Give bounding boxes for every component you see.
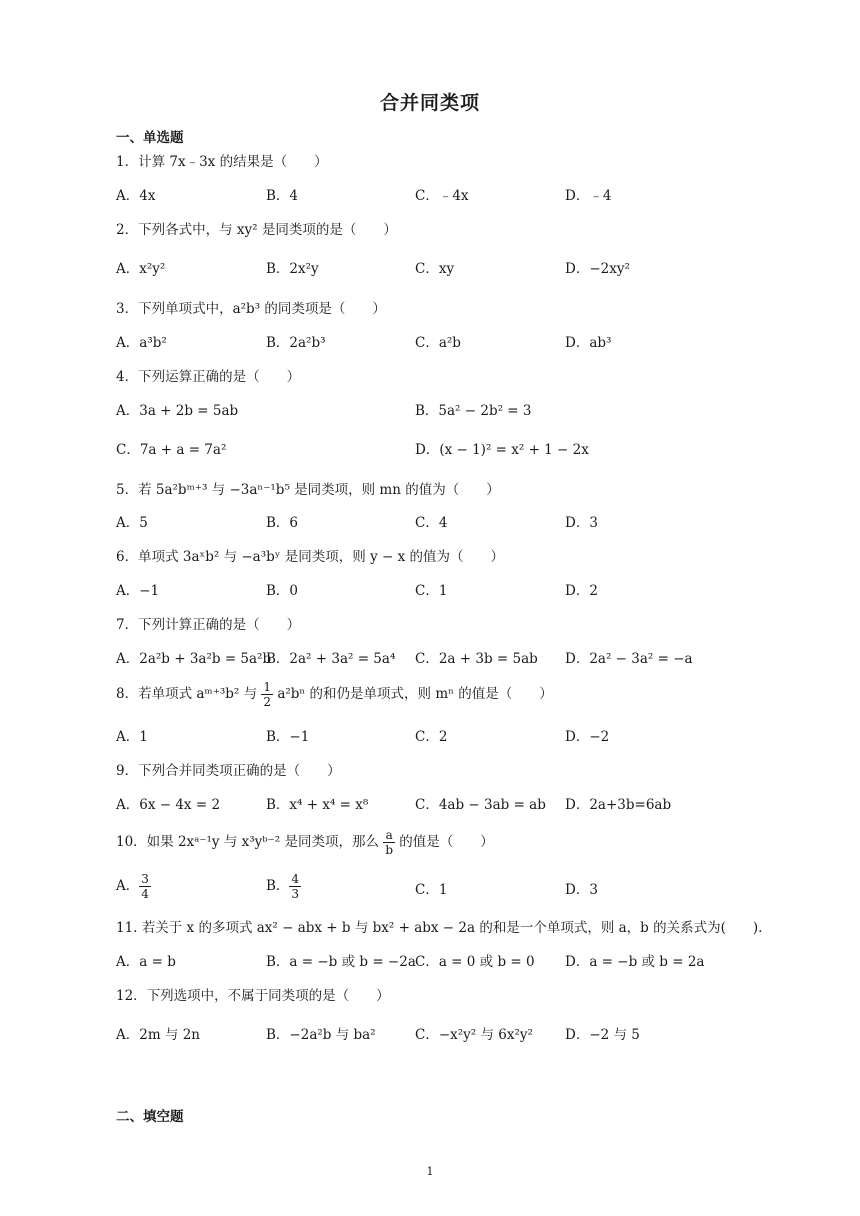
question-11-option-c[interactable]: C．a = 0 或 b = 0 <box>415 954 535 970</box>
question-2-option-d[interactable]: D．−2xy² <box>565 261 630 277</box>
question-5-option-b[interactable]: B．6 <box>266 515 299 531</box>
question-7-option-a[interactable]: A．2a²b + 3a²b = 5a²b <box>116 651 272 667</box>
question-7-option-c[interactable]: C．2a + 3b = 5ab <box>415 651 538 667</box>
question-10-option-a-numerator: 3 <box>141 872 149 886</box>
question-2-option-c[interactable]: C．xy <box>415 261 455 277</box>
section-heading-fill-in: 二、填空题 <box>116 1109 184 1125</box>
question-6-option-a[interactable]: A．−1 <box>116 583 160 599</box>
question-12-option-c[interactable]: C．−x²y² 与 6x²y² <box>415 1027 533 1043</box>
question-8-options <box>0 727 860 753</box>
question-10-option-b-fraction <box>289 872 301 901</box>
question-5-option-d[interactable]: D．3 <box>565 515 598 531</box>
question-8-option-b[interactable]: B．−1 <box>266 729 310 745</box>
question-4-stem: 4．下列运算正确的是（ ） <box>116 369 301 385</box>
question-8-stem-end: a²bⁿ 的和仍是单项式，则 mⁿ 的值是（ ） <box>273 686 553 702</box>
question-8-fraction-denominator: 2 <box>263 695 272 709</box>
question-4-options-row1 <box>0 401 860 427</box>
question-7-options <box>0 649 860 675</box>
question-6-options <box>0 581 860 607</box>
question-1-stem: 1．计算 7x﹣3x 的结果是（ ） <box>116 154 328 170</box>
question-10-option-a-letter: A． <box>116 878 140 894</box>
question-1-option-d[interactable]: D．﹣4 <box>565 188 612 204</box>
question-10-stem-end: 的值是（ ） <box>395 834 494 850</box>
question-6-option-d[interactable]: D．2 <box>565 583 598 599</box>
question-10-option-b-numerator: 4 <box>291 872 300 886</box>
question-5-stem: 5．若 5a²bᵐ⁺³ 与 −3aⁿ⁻¹b⁵ 是同类项，则 mn 的值为（ ） <box>116 482 500 498</box>
question-8-fraction-numerator: 1 <box>263 680 272 694</box>
question-2-option-b[interactable]: B．2x²y <box>266 261 319 277</box>
question-4-options-row2 <box>0 440 860 466</box>
question-9-option-c[interactable]: C．4ab − 3ab = ab <box>415 797 546 813</box>
question-5-options <box>0 513 860 539</box>
question-12-option-d[interactable]: D．−2 与 5 <box>565 1027 640 1043</box>
question-2-option-a[interactable]: A．x²y² <box>116 261 166 277</box>
question-4-option-d[interactable]: D．(x − 1)² = x² + 1 − 2x <box>415 442 589 458</box>
question-10-options <box>0 872 860 908</box>
question-1-option-c[interactable]: C．﹣4x <box>415 188 469 204</box>
question-7-stem: 7．下列计算正确的是（ ） <box>116 617 301 633</box>
question-5-option-c[interactable]: C．4 <box>415 515 448 531</box>
question-6-option-c[interactable]: C．1 <box>415 583 448 599</box>
question-3-options <box>0 333 860 359</box>
question-10-option-c[interactable]: C．1 <box>415 882 448 898</box>
question-2-stem: 2．下列各式中，与 xy² 是同类项的是（ ） <box>116 222 397 238</box>
question-3-option-d[interactable]: D．ab³ <box>565 335 612 351</box>
question-3-option-a[interactable]: A．a³b² <box>116 335 167 351</box>
question-11-option-a[interactable]: A．a = b <box>116 954 176 970</box>
question-3-option-c[interactable]: C．a²b <box>415 335 461 351</box>
question-8-option-d[interactable]: D．−2 <box>565 729 610 745</box>
question-9-option-b[interactable]: B．x⁴ + x⁴ = x⁸ <box>266 797 369 813</box>
question-8-option-c[interactable]: C．2 <box>415 729 448 745</box>
question-3-option-b[interactable]: B．2a²b³ <box>266 335 326 351</box>
question-9-option-a[interactable]: A．6x − 4x = 2 <box>116 797 221 813</box>
question-10-option-b[interactable] <box>266 872 301 901</box>
question-1-options <box>0 186 860 212</box>
question-8-stem <box>116 680 756 709</box>
question-11-option-d[interactable]: D．a = −b 或 b = 2a <box>565 954 705 970</box>
question-10-fraction <box>383 828 395 857</box>
question-1-option-a[interactable]: A．4x <box>116 188 156 204</box>
question-10-stem <box>116 828 756 857</box>
question-10-option-d[interactable]: D．3 <box>565 882 598 898</box>
question-12-stem: 12．下列选项中，不属于同类项的是（ ） <box>116 988 390 1004</box>
question-12-option-b[interactable]: B．−2a²b 与 ba² <box>266 1027 376 1043</box>
question-12-options <box>0 1025 860 1051</box>
question-4-option-c[interactable]: C．7a + a = 7a² <box>116 442 227 458</box>
question-11-stem: 11. 若关于 x 的多项式 ax² − abx + b 与 bx² + abx − 2a 的和是一个单项式，则 a，b 的关系式为( ). <box>116 920 763 936</box>
question-7-option-b[interactable]: B．2a² + 3a² = 5a⁴ <box>266 651 396 667</box>
question-4-option-a[interactable]: A．3a + 2b = 5ab <box>116 403 239 419</box>
question-10-option-a[interactable] <box>116 872 151 901</box>
question-3-stem: 3．下列单项式中，a²b³ 的同类项是（ ） <box>116 301 386 317</box>
question-9-option-d[interactable]: D．2a+3b=6ab <box>565 797 672 813</box>
question-9-options <box>0 795 860 821</box>
question-8-fraction <box>261 680 273 709</box>
question-6-stem: 6．单项式 3aˣb² 与 −a³bʸ 是同类项，则 y − x 的值为（ ） <box>116 549 505 565</box>
question-11-option-b[interactable]: B．a = −b 或 b = −2a <box>266 954 416 970</box>
question-10-option-b-denominator: 3 <box>291 887 300 901</box>
question-10-fraction-denominator: b <box>385 843 393 857</box>
page-number: 1 <box>426 1165 434 1178</box>
question-10-option-a-fraction <box>139 872 151 901</box>
question-8-stem-start: 8．若单项式 aᵐ⁺³b² 与 <box>116 686 262 702</box>
question-6-option-b[interactable]: B．0 <box>266 583 299 599</box>
question-10-option-a-denominator: 4 <box>141 887 149 901</box>
question-7-option-d[interactable]: D．2a² − 3a² = −a <box>565 651 693 667</box>
question-10-stem-start: 10．如果 2xᵃ⁻¹y 与 x³yᵇ⁻² 是同类项，那么 <box>116 834 384 850</box>
question-2-options <box>0 259 860 285</box>
question-9-stem: 9．下列合并同类项正确的是（ ） <box>116 763 341 779</box>
question-12-option-a[interactable]: A．2m 与 2n <box>116 1027 201 1043</box>
question-4-option-b[interactable]: B．5a² − 2b² = 3 <box>415 403 532 419</box>
question-10-option-b-letter: B． <box>266 878 290 894</box>
question-8-option-a[interactable]: A．1 <box>116 729 148 745</box>
page-title: 合并同类项 <box>379 92 480 114</box>
question-10-fraction-numerator: a <box>383 828 395 843</box>
question-1-option-b[interactable]: B．4 <box>266 188 299 204</box>
question-11-options <box>0 952 860 978</box>
question-5-option-a[interactable]: A．5 <box>116 515 148 531</box>
section-heading-single-choice: 一、单选题 <box>116 130 184 146</box>
